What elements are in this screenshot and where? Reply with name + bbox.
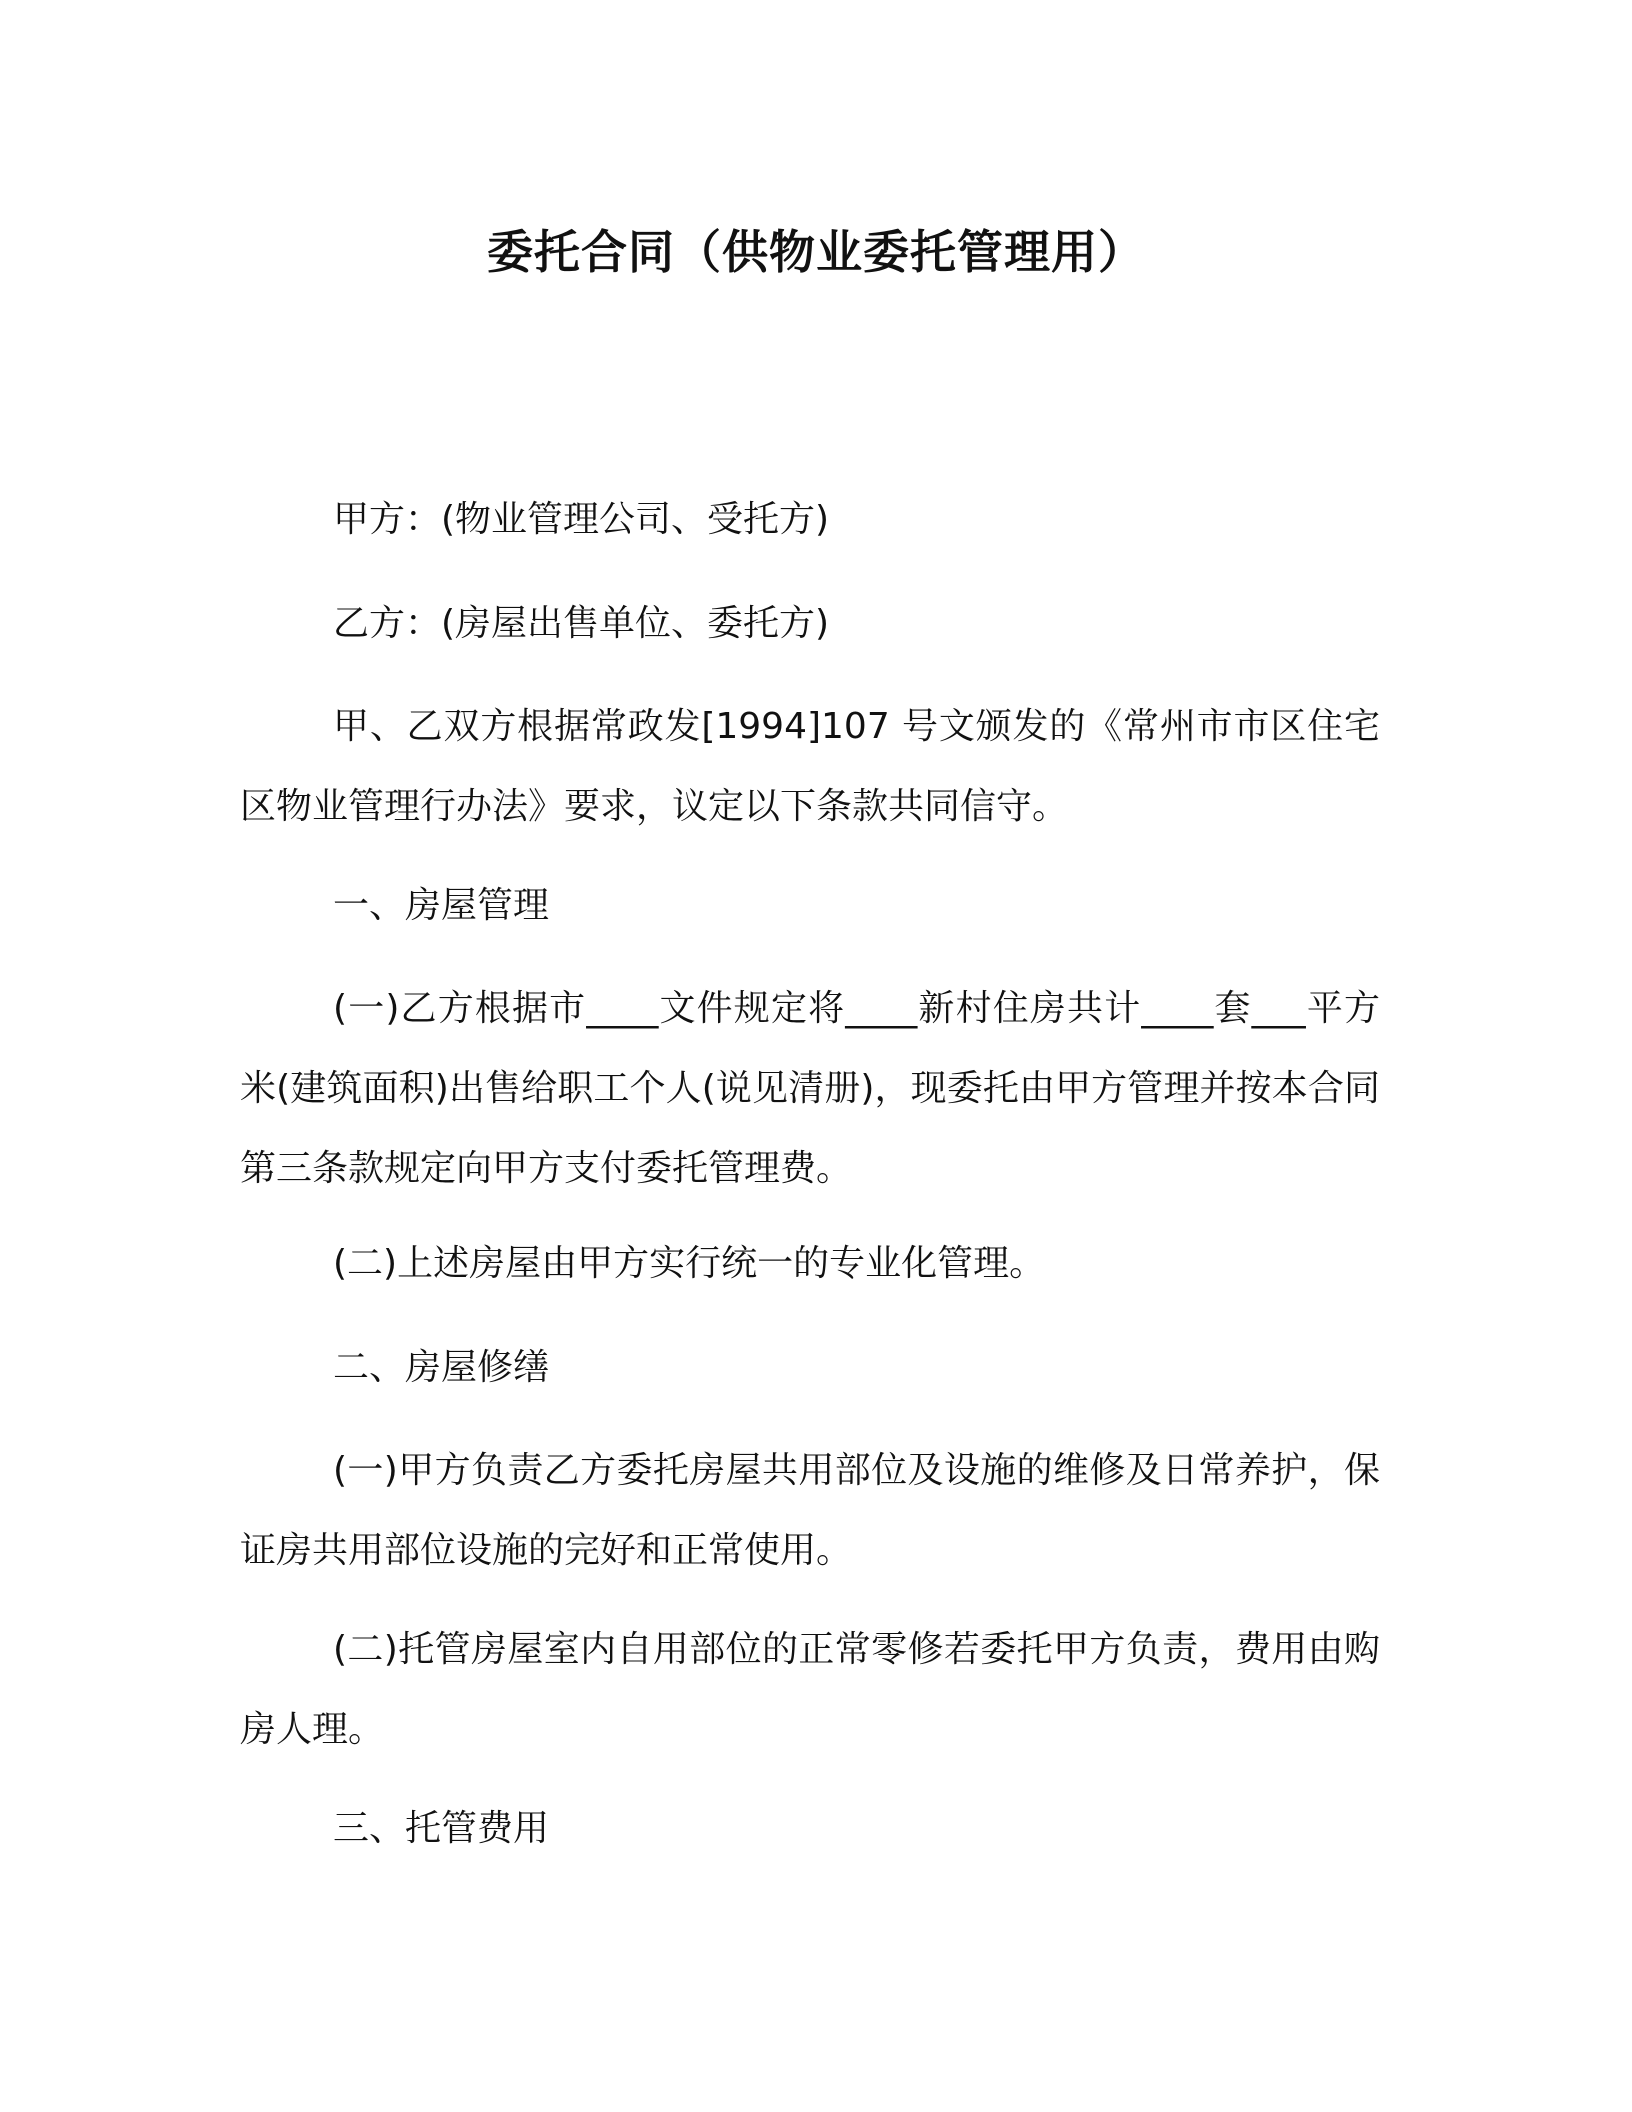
party-a-line: 甲方：(物业管理公司、受托方) xyxy=(333,499,830,540)
section-heading-housing-repair: 二、房屋修缮 xyxy=(333,1347,550,1388)
party-b-line: 乙方：(房屋出售单位、委托方) xyxy=(333,603,830,644)
document-title: 委托合同（供物业委托管理用） xyxy=(487,225,1145,279)
section-heading-management-fees: 三、托管费用 xyxy=(333,1808,550,1849)
clause-2-1: (一)甲方负责乙方委托房屋共用部位及设施的维修及日常养护，保证房共用部位设施的完好和正常使用。 xyxy=(240,1450,1380,1571)
section-heading-housing-management: 一、房屋管理 xyxy=(333,885,550,926)
clause-1-2: (二)上述房屋由甲方实行统一的专业化管理。 xyxy=(333,1243,1046,1284)
preamble-paragraph: 甲、乙双方根据常政发[1994]107 号文颁发的《常州市市区住宅区物业管理行办法》要求，议定以下条款共同信守。 xyxy=(240,706,1380,827)
clause-1-1: (一)乙方根据市____文件规定将____新村住房共计____套___平方米(建筑面积)出售给职工个人(说见清册)，现委托由甲方管理并按本合同第三条款规定向甲方支付委托管理费。 xyxy=(240,988,1380,1189)
clause-2-2: (二)托管房屋室内自用部位的正常零修若委托甲方负责，费用由购房人理。 xyxy=(240,1629,1380,1750)
